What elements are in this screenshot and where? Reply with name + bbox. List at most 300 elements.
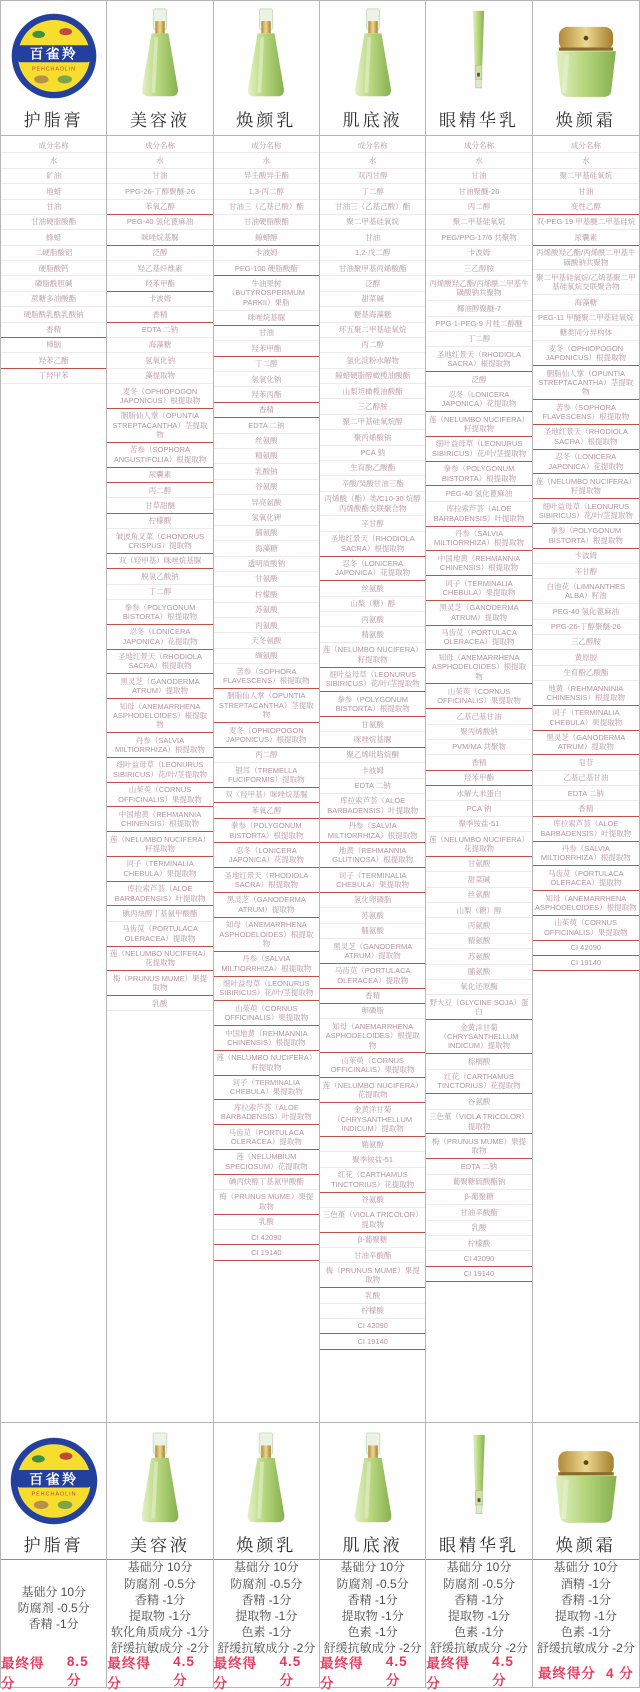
ingredient-row: 丝氨酸 <box>426 888 531 903</box>
ingredient-row: 忍冬（LONICERA JAPONICA）花提取物 <box>426 387 531 412</box>
ingredient-row: 聚季铵盐-51 <box>320 1152 425 1167</box>
header-cell <box>214 1 320 135</box>
ingredient-row: 苯氧乙醇 <box>214 803 319 818</box>
ingredient-row: 氢氧化钾 <box>214 510 319 525</box>
ingredient-row: 蜂蜡 <box>1 230 106 245</box>
score-line: 软化角质成分 -1分 <box>110 1625 209 1640</box>
ingredient-row: 卡波姆 <box>320 763 425 778</box>
ingredient-list-header: 成分名称 <box>214 138 319 153</box>
ingredient-row: 红花（CARTHAMUS TINCTORIUS）花提取物 <box>320 1168 425 1193</box>
bottle-icon <box>131 7 189 101</box>
eye-tube-icon <box>459 7 498 101</box>
ingredient-row: 麦冬（OPHIOPOGON JAPONICUS）根提取物 <box>533 341 639 366</box>
score-line: 舒缓抗敏成分 -2分 <box>429 1641 528 1656</box>
ingredient-row: 卡波姆 <box>214 246 319 261</box>
ingredient-row: 忍冬（LONICERA JAPONICA）花提取物 <box>107 625 212 650</box>
header-cell <box>426 1 532 135</box>
ingredient-row: 丙烯酸羟乙酯/丙烯酰二甲基牛磺酸钠共聚物 <box>533 246 639 271</box>
ingredient-row: 苦参（SOPHORA FLAVESCENS）根提取物 <box>533 400 639 425</box>
ingredient-row: 梅（PRUNUS MUME）果提取物 <box>214 1190 319 1215</box>
final-score <box>533 1656 639 1687</box>
ingredient-row: PPG-1-PEG-9 月桂二醇醚 <box>426 317 531 332</box>
ingredient-row: PPG-26-丁醇聚醚-26 <box>533 620 639 635</box>
ingredient-row: 透明质酸钠 <box>214 557 319 572</box>
score-line: 香精 -1分 <box>28 1617 79 1632</box>
ingredient-row: EDTA 二钠 <box>533 786 639 801</box>
ingredient-row: 香精 <box>426 755 531 770</box>
score-line: 基础分 10分 <box>127 1560 193 1575</box>
ingredient-row: 丙二醇 <box>214 748 319 763</box>
ingredient-row: 山梨坦橄榄油酸酯 <box>320 384 425 399</box>
ingredient-row: 胭脂仙人掌（OPUNTIA STREPTACANTHA）茎提取物 <box>533 366 639 400</box>
ingredient-row: 甘油 <box>214 326 319 341</box>
ingredient-row: 精氨酸 <box>320 627 425 642</box>
ingredient-row: 水 <box>533 153 639 168</box>
ingredient-row: EDTA 二钠 <box>107 323 212 338</box>
ingredient-row: PEG-11 甲醚聚二甲基硅氧烷 <box>533 311 639 326</box>
ingredient-row: EDTA 二钠 <box>320 779 425 794</box>
score-line: 色素 -1分 <box>241 1625 292 1640</box>
ingredient-row: 甜菜碱 <box>426 872 531 887</box>
ingredient-row: 天冬氨酸 <box>214 633 319 648</box>
product-name: 护脂膏 <box>1 1527 106 1560</box>
ingredient-row: 库拉索芦荟（ALOE BARBADENSIS）叶提取物 <box>533 817 639 842</box>
ingredient-row: 卡波姆 <box>107 292 212 307</box>
ingredient-row: 葡聚糖硫酸酯钠 <box>426 1175 531 1190</box>
score-line: 基础分 10分 <box>21 1584 86 1599</box>
final-score <box>107 1654 212 1691</box>
ingredient-row: 麦冬（OPHIOPOGON JAPONICUS）根提取物 <box>214 723 319 748</box>
ingredient-row: 苦参（SOPHORA ANGUSTIFOLIA）根提取物 <box>107 443 212 468</box>
ingredient-row: 双（羟甲基）咪唑烷基脲 <box>107 554 212 569</box>
ingredient-row: 库拉索芦荟（ALOE BARBADENSIS）叶提取物 <box>214 1100 319 1125</box>
ingredient-row: 脯氨酸 <box>426 965 531 980</box>
ingredient-row: 山茱萸（CORNUS OFFICINALIS）果提取物 <box>107 783 212 808</box>
product-image <box>1 1423 106 1527</box>
ingredient-row: CI 42090 <box>214 1230 319 1245</box>
ingredient-row: 库拉索芦荟（ALOE BARBADENSIS）叶提取物 <box>426 502 531 527</box>
ingredient-row: 山茱萸（CORNUS OFFICINALIS）果提取物 <box>320 1053 425 1078</box>
ingredient-row: 乙基己基甘油 <box>533 771 639 786</box>
ingredient-row: 聚二甲基硅氧烷醇 <box>320 415 425 430</box>
ingredient-row: 糖类同分异构体 <box>533 326 639 341</box>
ingredient-row: 三乙醇胺 <box>426 261 531 276</box>
ingredient-row: 脯氨酸 <box>214 526 319 541</box>
bottle-icon <box>343 1431 403 1527</box>
product-name: 焕颜乳 <box>214 1527 319 1560</box>
ingredient-row: 金黄洋甘菊（CHRYSANTHELLUM INDICUM）提取物 <box>320 1103 425 1137</box>
ingredient-row: 莲（NELUMBO NUCIFERA）花提取物 <box>320 1078 425 1103</box>
ingredient-row: 黑灵芝（GANODERMA ATRUM）提取物 <box>107 674 212 699</box>
ingredient-row: 皂苷 <box>533 755 639 770</box>
ingredient-row: 莲（NELUMBO NUCIFERA）籽提取物 <box>533 474 639 499</box>
ingredient-row: EDTA 二钠 <box>214 418 319 433</box>
score-line: 香精 -1分 <box>453 1592 504 1607</box>
final-score-value: 4.5 分 <box>385 1654 408 1688</box>
ingredient-row: 苏氨酸 <box>426 949 531 964</box>
ingredient-row: 丁羟甲苯 <box>1 369 106 384</box>
ingredient-row: 卡波姆 <box>426 246 531 261</box>
ingredient-row: 甘油 <box>426 169 531 184</box>
product-name: 肌底液 <box>342 110 403 130</box>
ingredient-list-header: 成分名称 <box>107 138 212 153</box>
ingredient-row: 丁二醇 <box>214 357 319 372</box>
ingredient-row: 丹参（SALVIA MILTIORRHIZA）根提取物 <box>214 952 319 977</box>
score-line: 舒缓抗敏成分 -2分 <box>536 1641 635 1656</box>
ingredient-row: 细叶益母草（LEONURUS SIBIRICUS）花/叶/茎提取物 <box>320 668 425 693</box>
ingredient-row: 拳参（POLYGONUM BISTORTA）根提取物 <box>107 600 212 625</box>
ingredient-row: CI 19140 <box>426 1267 531 1282</box>
ingredient-row: 苏氨酸 <box>320 908 425 923</box>
ingredient-row: 圣地红景天（RHODIOLA SACRA）根提取物 <box>533 425 639 450</box>
ingredient-row: 地黄（REHMANNINIA CHINENSIS）根提取物 <box>533 681 639 706</box>
product-name: 美容液 <box>129 110 190 130</box>
ingredient-row: 拳参（POLYGONUM BISTORTA）根提取物 <box>214 819 319 844</box>
score-line: 舒缓抗敏成分 -2分 <box>110 1641 209 1656</box>
score-line: 防腐剂 -0.5分 <box>336 1576 409 1591</box>
ingredient-row: 山茱萸（CORNUS OFFICINALIS）果提取物 <box>214 1001 319 1026</box>
ingredient-row: 细叶益母草（LEONURUS SIBIRICUS）花/叶/茎提取物 <box>533 499 639 524</box>
ingredient-row: 羟苯乙酯 <box>1 353 106 368</box>
ingredient-row: 硬脂酰乳酰乳酸钠 <box>1 307 106 322</box>
ingredient-row: 甘油 <box>320 230 425 245</box>
ingredient-row: 羟苯甲酯 <box>214 341 319 356</box>
ingredient-row: CI 19140 <box>533 956 639 971</box>
ingredient-row: 氢化淀粉水解物 <box>320 353 425 368</box>
final-score-value: 8.5 分 <box>66 1654 89 1688</box>
final-score <box>1 1654 106 1691</box>
ingredient-row: 库拉索芦荟（ALOE BARBADENSIS）叶提取物 <box>107 882 212 907</box>
score-line: 香精 -1分 <box>347 1592 398 1607</box>
final-score-label: 最终得分 <box>107 1655 151 1691</box>
score-line: 色素 -1分 <box>560 1625 611 1640</box>
ingredient-row: 水 <box>426 153 531 168</box>
ingredient-row: 聚二甲基硅氧烷 <box>533 169 639 184</box>
ingredient-row: 三乙醇胺 <box>320 399 425 414</box>
ingredient-list <box>1 136 107 1422</box>
ingredient-row: 细叶益母草（LEONURUS SIBIRICUS）花/叶/茎提取物 <box>107 758 212 783</box>
score-line: 防腐剂 -0.5分 <box>230 1576 303 1591</box>
ingredient-row: 马齿苋（PORTULACA OLERACEA）提取物 <box>426 626 531 651</box>
footer-cell <box>107 1423 213 1691</box>
ingredient-row: 山茱萸（CORNUS OFFICINALIS）果提取物 <box>533 916 639 941</box>
ingredient-row: CI 42090 <box>320 1319 425 1334</box>
ingredient-row: 金黄洋甘菊（CHRYSANTHELLUM INDICUM）提取物 <box>426 1020 531 1054</box>
ingredient-row: PEG/PPG-17/6 共聚物 <box>426 230 531 245</box>
ingredient-row: 梅（PRUNUS MUME）果提取物 <box>107 971 212 996</box>
product-name: 眼精华乳 <box>426 1527 531 1560</box>
ingredient-row: 香精 <box>533 801 639 816</box>
ingredient-row: 泛醇 <box>320 276 425 291</box>
product-image <box>426 1423 531 1527</box>
final-score-label: 最终得分 <box>213 1655 258 1691</box>
ingredient-row: 拳参（POLYGONUM BISTORTA）根提取物 <box>320 692 425 717</box>
score-line: 香精 -1分 <box>560 1592 611 1607</box>
ingredient-row: 丁二醇 <box>426 332 531 347</box>
ingredient-row: 黑灵芝（GANODERMA ATRUM）提取物 <box>214 893 319 918</box>
ingredient-row: 丙二醇 <box>107 483 212 498</box>
score-line: 提取物 -1分 <box>447 1609 510 1623</box>
ingredient-row: 地黄（REHMANNIA GLUTINOSA）根提取物 <box>320 843 425 868</box>
ingredient-row: 聚二甲基硅氧烷 <box>320 215 425 230</box>
ingredient-row: 柠檬酸 <box>320 1304 425 1319</box>
ingredient-row: 诃子（TERMINALIA CHEBULA）果提取物 <box>426 576 531 601</box>
final-score-value: 4.5 分 <box>492 1654 514 1688</box>
ingredient-row: 二硬脂酸铝 <box>1 246 106 261</box>
ingredient-row: β-葡聚糖 <box>320 1233 425 1248</box>
header-cell <box>320 1 426 135</box>
ingredient-row: 变性乙醇 <box>533 200 639 215</box>
ingredient-row: 脯氨酸 <box>320 924 425 939</box>
header-row <box>1 1 639 136</box>
ingredient-row: 海藻糖 <box>533 295 639 310</box>
ingredient-row: 知母（ANEMARRHENA ASPHODELOIDES）根提取物 <box>533 891 639 916</box>
score-breakdown <box>1 1560 106 1656</box>
ingredient-row: 缬氨酸 <box>214 649 319 664</box>
ingredient-row: 莲（NELUMBO NUCIFERA）籽提取物 <box>214 1051 319 1076</box>
ingredient-row: 鲸蜡醇 <box>214 230 319 245</box>
ingredient-row: 矿油 <box>1 169 106 184</box>
product-name: 焕颜霜 <box>555 110 616 130</box>
product-image <box>1 1 106 101</box>
ingredient-row: 黑灵芝（GANODERMA ATRUM）提取物 <box>426 601 531 626</box>
ingredient-row: 羟苯甲酯 <box>107 276 212 291</box>
ingredient-row: 莲（NELUMBO NUCIFERA）花提取物 <box>107 947 212 972</box>
ingredient-row: 谷氨酸 <box>320 1193 425 1208</box>
ingredient-row: 丁二醇 <box>320 184 425 199</box>
ingredient-row: 甘油 <box>1 200 106 215</box>
pechoin-logo-icon <box>9 11 99 101</box>
ingredient-row: 生育酚乙酸酯 <box>320 461 425 476</box>
ingredient-row: PEG-100 硬脂酸酯 <box>214 261 319 276</box>
ingredient-row: 知母（ANEMARRHENA ASPHODELOIDES）根提取物 <box>107 699 212 733</box>
ingredient-row: PCA 钠 <box>320 446 425 461</box>
ingredient-row: 甘油辛酸酯 <box>426 1205 531 1220</box>
ingredient-row: 水 <box>107 153 212 168</box>
ingredient-row: 忍冬（LONICERA JAPONICA）花提取物 <box>533 450 639 475</box>
ingredient-row: 樟脑 <box>1 338 106 353</box>
ingredient-row: 辛甘醇 <box>320 516 425 531</box>
ingredient-row: 氢化卵磷脂 <box>320 893 425 908</box>
ingredient-row: 莲（NELUMBIUM SPECIOSUM）花提取物 <box>214 1150 319 1175</box>
ingredient-row: 乳酸钠 <box>214 464 319 479</box>
ingredient-row: 硬脂酸钙 <box>1 261 106 276</box>
ingredient-row: 尿囊素 <box>107 468 212 483</box>
ingredient-list <box>214 136 320 1422</box>
ingredient-row: 马齿苋（PORTULACA OLERACEA）提取物 <box>320 964 425 989</box>
jar-icon <box>543 1445 629 1527</box>
ingredient-row: 中国地黄（REHMANNIA CHINENSIS）根提取物 <box>107 807 212 832</box>
ingredient-row: 辛酸/癸酸甘油三酯 <box>320 476 425 491</box>
ingredient-row: 甘油三（乙基己酸）酯 <box>214 200 319 215</box>
ingredient-row: PEG-40 氢化蓖麻油 <box>107 215 212 230</box>
final-score <box>426 1654 531 1691</box>
ingredient-row: 乳酸 <box>214 1215 319 1230</box>
final-score-label: 最终得分 <box>1 1655 45 1691</box>
ingredient-row: 谷氨酸 <box>214 480 319 495</box>
ingredient-row: 聚丙烯酸钠 <box>426 725 531 740</box>
product-name: 眼精华乳 <box>438 110 519 130</box>
ingredient-row: 咪唑烷基脲 <box>320 732 425 747</box>
ingredient-row: 氢氧化钠 <box>214 372 319 387</box>
score-line: 防腐剂 -0.5分 <box>17 1600 90 1615</box>
ingredient-row: 莲（NELUMBO NUCIFERA）籽提取物 <box>107 832 212 857</box>
ingredient-row: 香精 <box>1 323 106 338</box>
ingredient-row: 柠檬酸 <box>426 1236 531 1251</box>
ingredient-row: 苏氨酸 <box>214 603 319 618</box>
ingredient-row: 知母（ANEMARRHENA ASPHODELOIDES）根提取物 <box>320 1019 425 1053</box>
final-score <box>213 1654 319 1691</box>
footer-cell <box>426 1423 532 1691</box>
final-score-value: 4 分 <box>605 1665 634 1681</box>
ingredient-row: 诃子（TERMINALIA CHEBULA）果提取物 <box>107 857 212 882</box>
ingredient-row: 乳酸 <box>107 996 212 1011</box>
product-name: 焕颜乳 <box>236 110 297 130</box>
footer-cell <box>320 1423 426 1691</box>
score-line: 酒精 -1分 <box>560 1576 611 1591</box>
ingredient-row: 丝氨酸 <box>320 581 425 596</box>
ingredient-row: 羟苯丙酯 <box>214 387 319 402</box>
ingredient-row: 圣地红景天（RHODIOLA SACRA）根提取物 <box>107 650 212 675</box>
ingredient-row: 1,3-丙二醇 <box>214 184 319 199</box>
ingredient-row: 山梨（糖）醇 <box>426 903 531 918</box>
ingredient-row: β-葡聚糖 <box>426 1190 531 1205</box>
ingredient-row: 忍冬（LONICERA JAPONICA）花提取物 <box>320 557 425 582</box>
ingredient-row: 中国地黄（REHMANNIA CHINENSIS）根提取物 <box>426 551 531 576</box>
score-line: 提取物 -1分 <box>128 1609 191 1623</box>
final-score-label: 最终得分 <box>426 1655 470 1691</box>
svg-text:PEHCHAOLIN: PEHCHAOLIN <box>31 66 76 73</box>
ingredient-row: CI 42090 <box>426 1251 531 1266</box>
score-line: 香精 -1分 <box>241 1592 292 1607</box>
header-cell <box>533 1 639 135</box>
ingredient-row: 黄原胶 <box>533 650 639 665</box>
ingredient-row: 甘油聚甲基丙烯酸酯 <box>320 261 425 276</box>
ingredient-row: 黑灵芝（GANODERMA ATRUM）提取物 <box>533 731 639 756</box>
ingredient-row: 双-PEG-19 甲基醚二甲基硅烷 <box>533 215 639 230</box>
ingredient-list <box>426 136 532 1422</box>
ingredient-row: 圣地红景天（RHODIOLA SACRA）根提取物 <box>426 347 531 372</box>
ingredient-row: 泛醇 <box>107 246 212 261</box>
ingredient-row: 三色堇（VIOLA TRICOLOR）提取物 <box>320 1208 425 1233</box>
svg-text:百雀羚: 百雀羚 <box>28 1471 79 1487</box>
score-line: 基础分 10分 <box>553 1560 619 1575</box>
ingredient-row: 梅（PRUNUS MUME）果提取物 <box>426 1134 531 1159</box>
ingredient-row: 皱波角叉菜（CHONDRUS CRISPUS）提取物 <box>107 529 212 554</box>
header-cell <box>1 1 107 135</box>
ingredient-row: 莲（NELUMBO NUCIFERA）籽提取物 <box>426 412 531 437</box>
ingredient-row: 地蜡 <box>1 184 106 199</box>
ingredient-list-header: 成分名称 <box>533 138 639 153</box>
ingredient-row: PPG-26-丁醇聚醚-26 <box>107 184 212 199</box>
ingredient-list <box>533 136 639 1422</box>
ingredient-row: 丙烯酸羟乙酯/丙烯酰二甲基牛磺酸钠共聚物 <box>426 276 531 301</box>
ingredient-row: 碘丙炔醇丁基氨甲酸酯 <box>107 906 212 921</box>
ingredient-row: 甘油硬脂酸酯 <box>1 215 106 230</box>
ingredient-row: 丹参（SALVIA MILTIORRHIZA）根提取物 <box>533 842 639 867</box>
ingredient-row: 苦参（SOPHORA FLAVESCENS）根提取物 <box>214 664 319 689</box>
ingredient-row: 细叶益母草（LEONURUS SIBIRICUS）花/叶/茎提取物 <box>426 437 531 462</box>
ingredient-row: EDTA 二钠 <box>426 1159 531 1174</box>
bottle-icon <box>130 1431 190 1527</box>
ingredient-row: 丙烯酸（酯）类/C10-30 烷醇丙烯酸酯交联聚合物 <box>320 492 425 517</box>
ingredient-row: 山梨（糖）醇 <box>320 597 425 612</box>
ingredient-row: 甘油 <box>533 184 639 199</box>
ingredient-row: 马齿苋（PORTULACA OLERACEA）提取物 <box>107 922 212 947</box>
pechoin-logo-icon <box>8 1435 100 1527</box>
ingredient-row: 1,2-戊二醇 <box>320 246 425 261</box>
ingredient-row: 甘氨酸 <box>320 717 425 732</box>
ingredient-row: 乳酸 <box>320 1288 425 1303</box>
ingredient-row: 精氨酸 <box>426 934 531 949</box>
score-breakdown <box>533 1560 639 1656</box>
ingredient-row: 双丙甘醇 <box>320 169 425 184</box>
ingredient-row: 丙氨酸 <box>214 618 319 633</box>
ingredient-row: 聚二甲基硅氧烷 <box>426 215 531 230</box>
ingredient-row: 银耳（TREMELLA FUCIFORMIS）提取物 <box>214 763 319 788</box>
ingredient-row: 甘氨酸 <box>214 572 319 587</box>
ingredient-row: 香精 <box>214 403 319 418</box>
ingredient-row: 羟苯甲酯 <box>426 771 531 786</box>
ingredient-row: 糖基海藻糖 <box>320 307 425 322</box>
ingredient-row: 黑灵芝（GANODERMA ATRUM）提取物 <box>320 939 425 964</box>
product-name: 肌底液 <box>320 1527 425 1560</box>
product-image <box>320 1 425 101</box>
ingredient-row: 梅（PRUNUS MUME）果提取物 <box>320 1263 425 1288</box>
ingredient-row: CI 19140 <box>320 1334 425 1349</box>
ingredient-row: 甘油聚醚-26 <box>426 184 531 199</box>
ingredient-row: 拳参（POLYGONUM BISTORTA）根提取物 <box>533 524 639 549</box>
ingredients-section <box>1 136 639 1422</box>
ingredient-row: 环五聚二甲基硅氧烷 <box>320 323 425 338</box>
ingredient-row: 羟乙基纤维素 <box>107 261 212 276</box>
ingredient-row: 忍冬（LONICERA JAPONICA）花提取物 <box>214 843 319 868</box>
ingredient-row: 精氨酸 <box>214 449 319 464</box>
score-line: 色素 -1分 <box>347 1625 398 1640</box>
ingredient-row: 聚季铵盐-51 <box>426 817 531 832</box>
bottle-icon <box>237 7 295 101</box>
svg-text:PEHCHAOLIN: PEHCHAOLIN <box>31 1491 77 1498</box>
ingredient-row: 中国地黄（REHMANNIA CHINENSIS）根提取物 <box>214 1026 319 1051</box>
ingredient-row: 椰油醇聚醚-7 <box>426 301 531 316</box>
ingredient-row: 诃子（TERMINALIA CHEBULA）果提取物 <box>533 706 639 731</box>
score-line: 基础分 10分 <box>233 1560 299 1575</box>
ingredient-row: 乳酸 <box>426 1221 531 1236</box>
ingredient-row: CI 42090 <box>533 941 639 956</box>
score-line: 色素 -1分 <box>453 1625 504 1640</box>
ingredient-row: 马齿苋（PORTULACA OLERACEA）提取物 <box>533 866 639 891</box>
ingredient-row: 诃子（TERMINALIA CHEBULA）果提取物 <box>320 868 425 893</box>
ingredient-row: 丹参（SALVIA MILTIORRHIZA）根提取物 <box>320 819 425 844</box>
product-image <box>533 1423 639 1527</box>
ingredient-row: 甘氨酸 <box>426 857 531 872</box>
ingredient-row: 氧化还原酶 <box>426 980 531 995</box>
footer-cell <box>213 1423 320 1691</box>
score-line: 防腐剂 -0.5分 <box>442 1576 515 1591</box>
ingredient-row: 细叶益母草（LEONURUS SIBIRICUS）花/叶/茎提取物 <box>214 977 319 1002</box>
ingredient-row: 白池花（LIMNANTHES ALBA）籽油 <box>533 579 639 604</box>
ingredient-row: 水 <box>1 153 106 168</box>
ingredient-row: 咪唑烷基脲 <box>107 230 212 245</box>
ingredient-row: 甘油辛酸酯 <box>320 1248 425 1263</box>
score-line: 舒缓抗敏成分 -2分 <box>217 1641 316 1656</box>
ingredient-row: 水 <box>214 153 319 168</box>
ingredient-row: 圣地红景天（RHODIOLA SACRA）根提取物 <box>214 868 319 893</box>
product-image <box>426 1 531 101</box>
ingredient-row: 鲸蜡硬脂醇橄榄油酸酯 <box>320 369 425 384</box>
ingredient-row: 丹参（SALVIA MILTIORRHIZA）根提取物 <box>426 527 531 552</box>
ingredient-row: 知母（ANEMARRHENA ASPHODELOIDES）根提取物 <box>426 650 531 684</box>
